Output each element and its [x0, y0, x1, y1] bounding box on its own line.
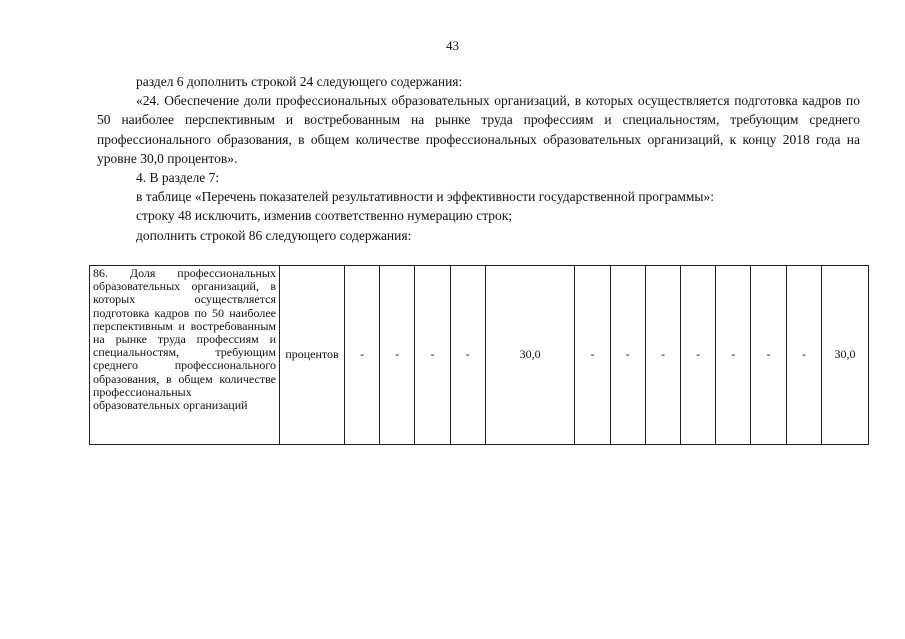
value-cell: - — [751, 266, 786, 445]
value-cell: - — [345, 266, 380, 445]
page-number: 43 — [446, 38, 459, 53]
value-cell: - — [575, 266, 610, 445]
paragraph: раздел 6 дополнить строкой 24 следующего содержания: — [136, 74, 463, 89]
body-text — [97, 72, 860, 245]
value-cell: - — [716, 266, 751, 445]
value-cell: - — [610, 266, 645, 445]
unit-cell: процентов — [280, 266, 345, 445]
value-cell: - — [380, 266, 415, 445]
value-cell: - — [645, 266, 680, 445]
paragraph: строку 48 исключить, изменив соответственно нумерацию строк; — [136, 208, 513, 224]
value-cell: 30,0 — [485, 266, 575, 445]
value-cell: - — [415, 266, 450, 445]
indicator-name-cell: 86. Доля профессиональных образовательных организаций, в которых осуществляется подготовка кадров по 50 наиболее перспективным и востребованным на рынке труда профессиям и специальностям, требующим среднего профессионального образования, в общем количестве профессиональных образовательных организаций — [90, 266, 280, 445]
paragraph: дополнить строкой 86 следующего содержания: — [136, 227, 412, 243]
paragraph: «24. Обеспечение доли профессиональных образовательных организаций, в которых осуществляется подготовка кадров по 50 наиболее перспективным и востребованным на рынке труда профессиям и специальностям, требующим среднего профессионального образования, в общем количестве профессиональных образовательных организаций, к концу 2018 года на уровне 30,0 процентов». — [97, 93, 860, 166]
value-cell: - — [786, 266, 821, 445]
paragraph: 4. В разделе 7: — [136, 170, 220, 186]
table-row — [90, 266, 869, 445]
paragraph: в таблице «Перечень показателей результативности и эффективности государственной программы»: — [136, 189, 714, 205]
indicator-table — [89, 265, 869, 445]
value-cell: - — [681, 266, 716, 445]
value-cell: - — [450, 266, 485, 445]
value-cell: 30,0 — [822, 266, 869, 445]
